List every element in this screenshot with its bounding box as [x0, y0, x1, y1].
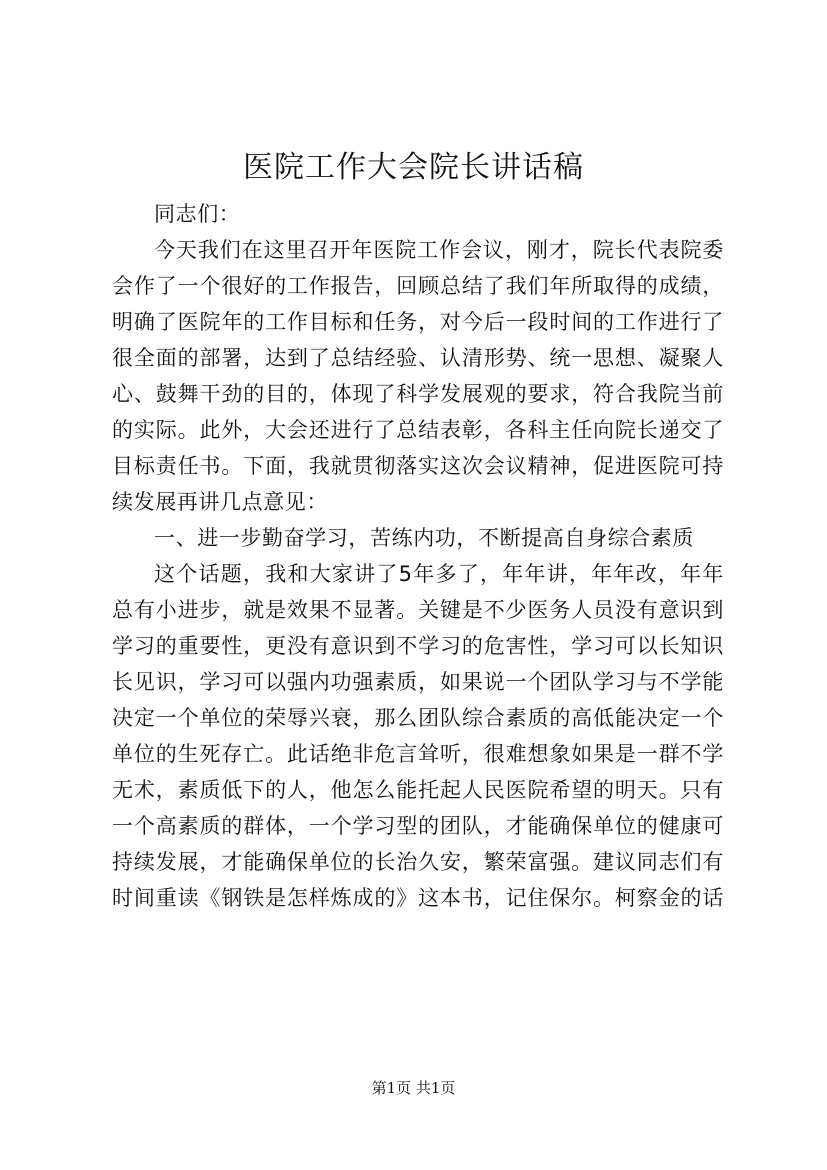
document-body [112, 196, 724, 916]
body-line: 很全面的部署，达到了总结经验、认清形势、统一思想、凝聚人 [112, 346, 724, 370]
document-title: 医院工作大会院长讲话稿 [243, 150, 584, 185]
body-line: 单位的生死存亡。此话绝非危言耸听，很难想象如果是一群不学 [112, 742, 724, 766]
body-line: 一个高素质的群体，一个学习型的团队，才能确保单位的健康可 [112, 814, 724, 838]
body-line: 续发展再讲几点意见： [112, 490, 328, 514]
section-heading: 一、进一步勤奋学习，苦练内功，不断提高自身综合素质 [154, 526, 694, 550]
body-line: 会作了一个很好的工作报告，回顾总结了我们年所取得的成绩， [112, 274, 724, 298]
page-number-footer: 第1页 共1页 [371, 1079, 456, 1097]
body-line: 长见识，学习可以强内功强素质，如果说一个团队学习与不学能 [112, 670, 724, 694]
body-line: 的实际。此外，大会还进行了总结表彰，各科主任向院长递交了 [112, 418, 724, 442]
salutation-line: 同志们： [154, 202, 241, 226]
body-line: 决定一个单位的荣辱兴衰，那么团队综合素质的高低能决定一个 [112, 706, 724, 730]
body-line: 持续发展，才能确保单位的长治久安，繁荣富强。建议同志们有 [112, 850, 724, 874]
body-line: 这个话题，我和大家讲了5年多了，年年讲，年年改，年年 [154, 562, 724, 586]
body-line: 时间重读《钢铁是怎样炼成的》这本书，记住保尔。柯察金的话 [112, 886, 724, 910]
body-line: 学习的重要性，更没有意识到不学习的危害性，学习可以长知识 [112, 634, 724, 658]
body-line: 心、鼓舞干劲的目的，体现了科学发展观的要求，符合我院当前 [112, 382, 724, 406]
body-line: 总有小进步，就是效果不显著。关键是不少医务人员没有意识到 [112, 598, 724, 622]
body-line: 无术，素质低下的人，他怎么能托起人民医院希望的明天。只有 [112, 778, 724, 802]
body-line: 今天我们在这里召开年医院工作会议，刚才，院长代表院委 [154, 238, 724, 262]
body-line: 明确了医院年的工作目标和任务，对今后一段时间的工作进行了 [112, 310, 724, 334]
body-line: 目标责任书。下面，我就贯彻落实这次会议精神，促进医院可持 [112, 454, 724, 478]
